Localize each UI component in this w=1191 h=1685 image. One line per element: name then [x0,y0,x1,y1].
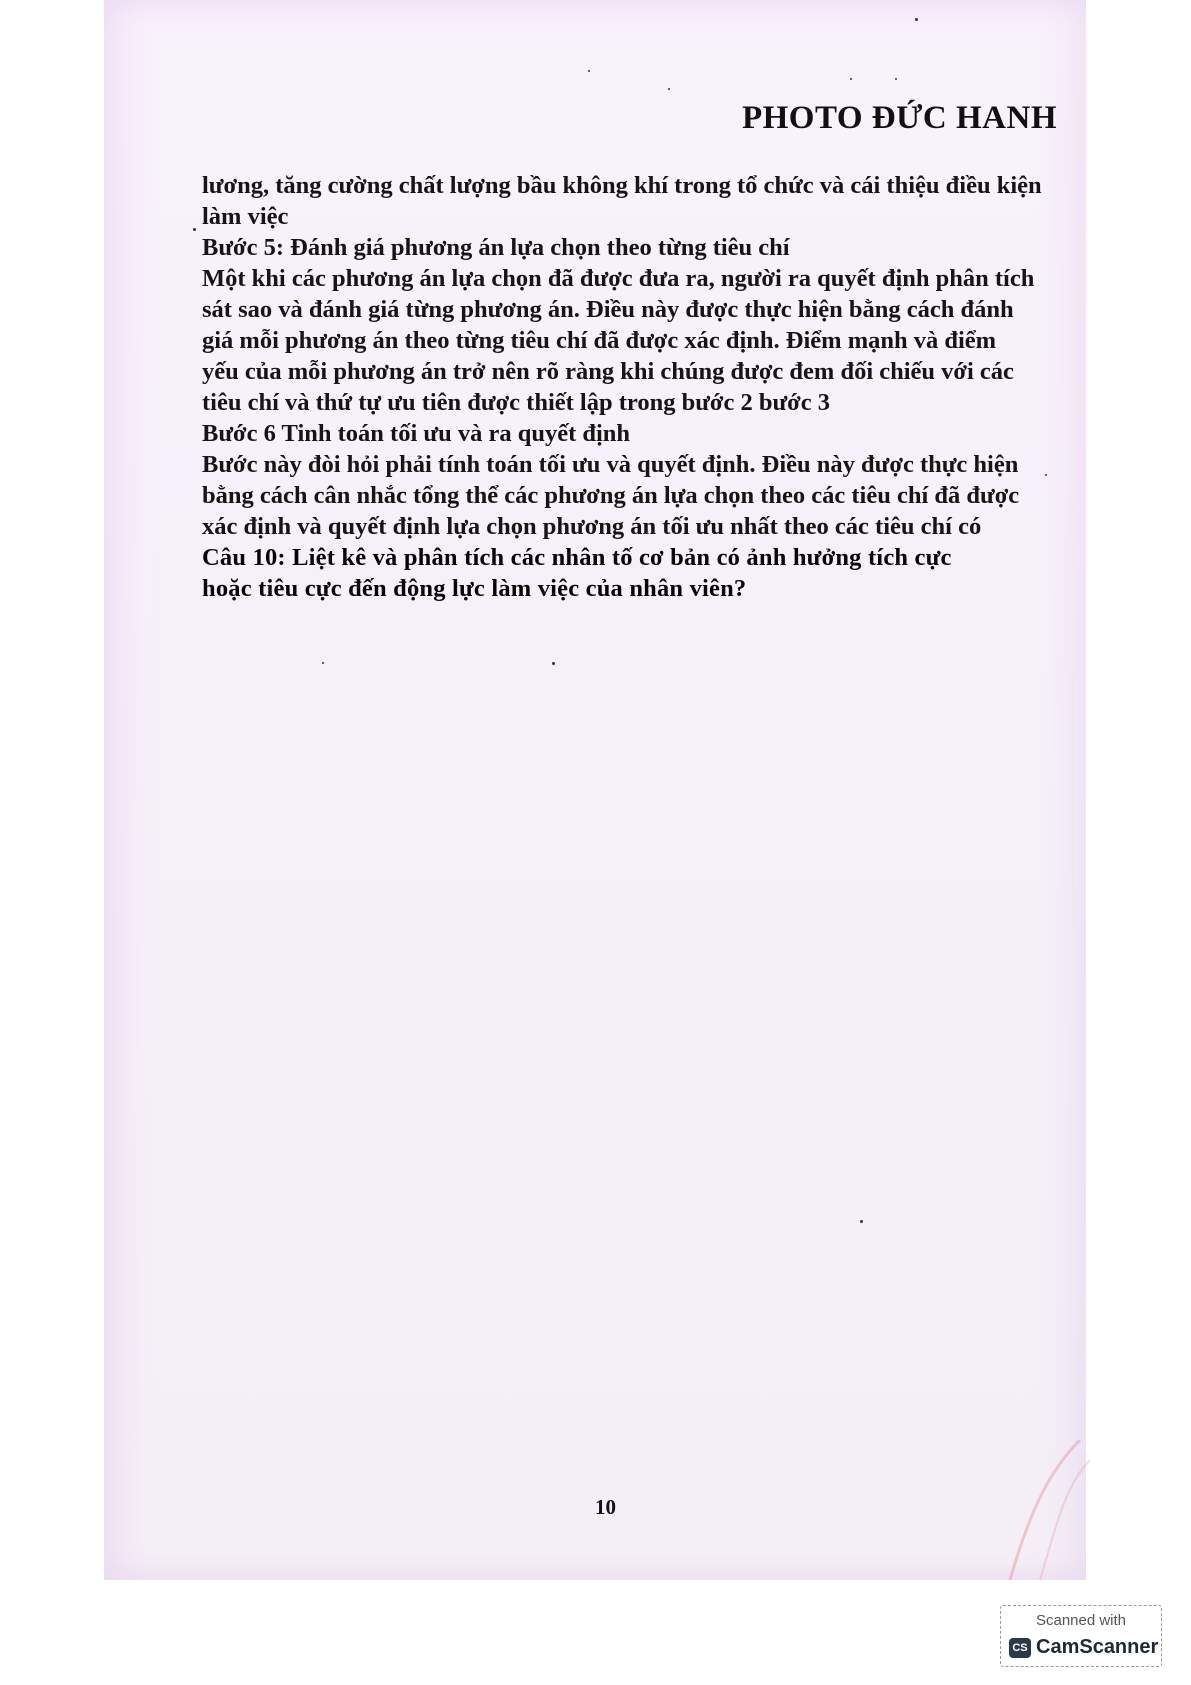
body-line: sát sao và đánh giá từng phương án. Điều này được thực hiện bằng cách đánh [202,296,1014,323]
page-number: 10 [595,1495,616,1519]
scan-speck [915,18,918,21]
page-header: PHOTO ĐỨC HANH [741,100,1057,136]
body-line: làm việc [202,203,289,230]
body-line: Bước 5: Đánh giá phương án lựa chọn theo từng tiêu chí [202,234,790,261]
body-line: xác định và quyết định lựa chọn phương án tối ưu nhất theo các tiêu chí có [202,513,982,540]
body-line: Bước này đòi hỏi phải tính toán tối ưu và quyết định. Điều này được thực hiện [202,451,1019,478]
scan-speck [895,78,897,80]
question-line: Câu 10: Liệt kê và phân tích các nhân tố cơ bản có ảnh hưởng tích cực [202,544,952,571]
stamp-mark [970,1440,1090,1580]
body-line: yếu của mỗi phương án trở nên rõ ràng khi chúng được đem đối chiếu với các [202,358,1014,385]
body-line: bằng cách cân nhắc tổng thể các phương án lựa chọn theo các tiêu chí đã được [202,482,1020,509]
scan-speck [1045,474,1047,476]
watermark-brand: CamScanner [1036,1636,1159,1658]
scan-speck [668,88,670,90]
document-body [202,170,1067,604]
scan-speck [860,1220,863,1223]
camscanner-logo-icon: CS [1009,1638,1031,1658]
body-line: Bước 6 Tinh toán tối ưu và ra quyết định [202,420,631,447]
camscanner-watermark [1000,1605,1162,1667]
question-line: hoặc tiêu cực đến động lực làm việc của nhân viên? [202,575,747,602]
body-line: Một khi các phương án lựa chọn đã được đưa ra, người ra quyết định phân tích [202,265,1035,292]
body-line: giá mỗi phương án theo từng tiêu chí đã được xác định. Điểm mạnh và điểm [202,327,997,354]
scan-speck [588,70,590,72]
scan-speck [322,662,324,664]
watermark-caption: Scanned with [1035,1612,1127,1629]
scan-speck [850,78,852,80]
scan-speck [193,228,196,231]
body-line: lương, tăng cường chất lượng bầu không khí trong tổ chức và cái thiệu điều kiện [202,172,1042,199]
body-line: tiêu chí và thứ tự ưu tiên được thiết lập trong bước 2 bước 3 [202,389,830,416]
scan-speck [552,662,555,665]
